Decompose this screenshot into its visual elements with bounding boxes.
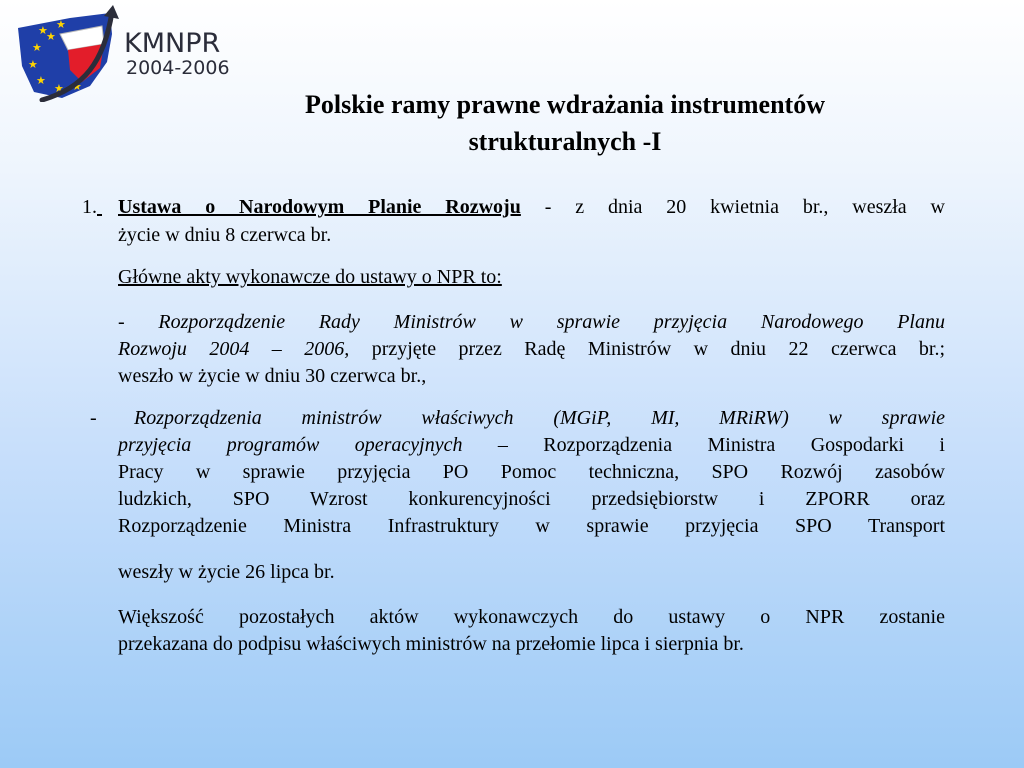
law-line-2: życie w dniu 8 czerwca br. — [118, 224, 332, 246]
logo-text-years: 2004-2006 — [126, 57, 230, 79]
svg-text:★: ★ — [36, 74, 46, 87]
closing-line-1: Większość pozostałych aktów wykonawczych do ustawy o NPR zostanie — [118, 606, 945, 628]
title-line-2: strukturalnych -I — [468, 127, 662, 156]
reg2-line-4: ludzkich, SPO Wzrost konkurencyjności przedsiębiorstw i ZPORR oraz — [118, 488, 945, 510]
law-title: Ustawa o Narodowym Planie Rozwoju — [118, 196, 521, 218]
law-rest-1: - z dnia 20 kwietnia br., weszła w — [520, 196, 945, 218]
svg-text:★: ★ — [56, 18, 66, 31]
svg-text:★: ★ — [38, 24, 48, 37]
closing-line-2: przekazana do podpisu właściwych ministrów na przełomie lipca i sierpnia br. — [118, 633, 744, 655]
slide-title — [215, 86, 915, 160]
reg1-rest-2: przyjęte przez Radę Ministrów w dniu 22 czerwca br.; — [349, 338, 945, 360]
acts-heading: Główne akty wykonawcze do ustawy o NPR to: — [118, 266, 502, 288]
svg-text:★: ★ — [28, 58, 38, 71]
reg1-italic-1: Rozporządzenie Rady Ministrów w sprawie przyjęcia Narodowego Planu — [158, 311, 945, 333]
reg2-rest-2: – Rozporządzenia Ministra Gospodarki i — [462, 434, 945, 456]
reg2-dash: - — [90, 407, 97, 429]
item-number-text: 1. — [82, 196, 97, 218]
logo-text-kmnpr: KMNPR — [124, 28, 221, 59]
svg-text:★: ★ — [32, 41, 42, 54]
item-number — [82, 194, 102, 220]
reg2-line-5: Rozporządzenie Ministra Infrastruktury w sprawie przyjęcia SPO Transport — [118, 515, 945, 537]
reg1-line-2 — [118, 336, 945, 362]
title-line-1: Polskie ramy prawne wdrażania instrumentów — [305, 90, 825, 119]
reg1-dash: - — [118, 311, 159, 333]
reg1-line-3: weszło w życie w dniu 30 czerwca br., — [118, 365, 427, 387]
svg-text:★: ★ — [54, 82, 64, 95]
reg2-line-1: Rozporządzenia ministrów właściwych (MGiP, MI, MRiRW) w sprawie — [134, 407, 945, 429]
svg-text:★: ★ — [46, 30, 56, 43]
law-line-1 — [118, 194, 945, 220]
reg2-effective: weszły w życie 26 lipca br. — [118, 561, 335, 583]
item-number-gap — [97, 196, 102, 218]
reg1-line-1 — [118, 309, 945, 335]
reg1-italic-2: Rozwoju 2004 – 2006, — [118, 338, 350, 360]
kmnpr-logo — [12, 4, 240, 102]
svg-text:★: ★ — [72, 80, 82, 93]
reg2-line-2 — [118, 432, 945, 458]
reg2-line-3: Pracy w sprawie przyjęcia PO Pomoc techniczna, SPO Rozwój zasobów — [118, 461, 945, 483]
reg2-italic-2: przyjęcia programów operacyjnych — [118, 434, 463, 456]
